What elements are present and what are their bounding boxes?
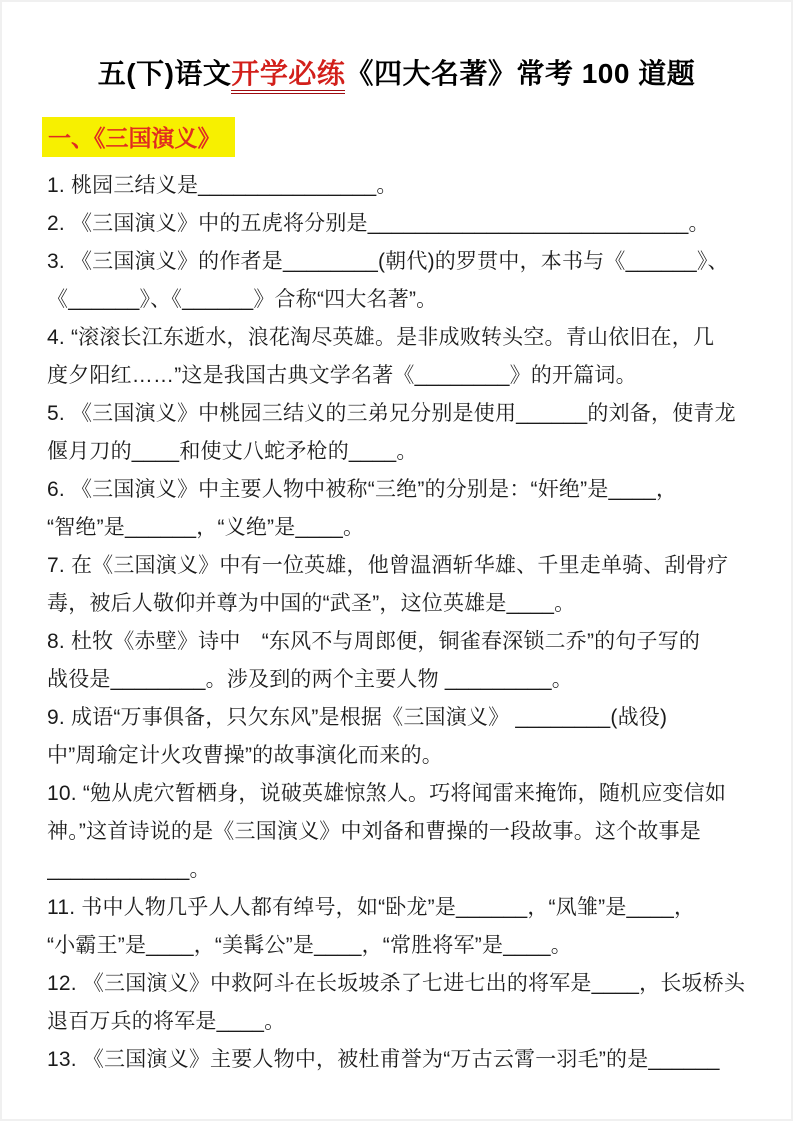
question-line: “小霸王”是____，“美髯公”是____，“常胜将军”是____。 (47, 934, 572, 957)
question-line: 9. 成语“万事俱备，只欠东风”是根据《三国演义》 ________(战役) (47, 706, 668, 729)
question-line: 10. “勉从虎穴暂栖身，说破英雄惊煞人。巧将闻雷来掩饰，随机应变信如 (47, 782, 727, 805)
question-line: 毒，被后人敬仰并尊为中国的“武圣”，这位英雄是____。 (47, 592, 576, 615)
question-line: 3. 《三国演义》的作者是________(朝代)的罗贯中，本书与《______》、 (47, 250, 729, 273)
question-line: 7. 在《三国演义》中有一位英雄，他曾温酒斩华雄、千里走单骑、刮骨疗 (47, 554, 729, 577)
question-line: 1. 桃园三结义是_______________。 (47, 174, 398, 197)
question-line: 13. 《三国演义》主要人物中，被杜甫誉为“万古云霄一羽毛”的是______ (47, 1048, 720, 1071)
question-line: 神。”这首诗说的是《三国演义》中刘备和曹操的一段故事。这个故事是 (47, 820, 701, 843)
question-line: 4. “滚滚长江东逝水，浪花淘尽英雄。是非成败转头空。青山依旧在，几 (47, 326, 715, 349)
question-line: 战役是________。涉及到的两个主要人物 _________。 (47, 668, 573, 691)
question-line: “智绝”是______，“义绝”是____。 (47, 516, 365, 539)
question-line: 度夕阳红……”这是我国古典文学名著《________》的开篇词。 (47, 364, 637, 387)
question-line: ____________。 (47, 858, 211, 881)
question-line: 12. 《三国演义》中救阿斗在长坂坡杀了七进七出的将军是____，长坂桥头 (47, 972, 746, 995)
title-prefix: 五(下)语文 (97, 58, 232, 89)
question-line: 11. 书中人物几乎人人都有绰号，如“卧龙”是______，“凤雏”是____， (47, 896, 696, 919)
questions (47, 167, 753, 1079)
question-line: 5. 《三国演义》中桃园三结义的三弟兄分别是使用______的刘备，使青龙 (47, 402, 736, 425)
question-line: 偃月刀的____和使丈八蛇矛枪的____。 (47, 440, 418, 463)
question-line: 8. 杜牧《赤壁》诗中 “东风不与周郎便，铜雀春深锁二乔”的句子写的 (47, 630, 701, 653)
question-line: 退百万兵的将军是____。 (47, 1010, 286, 1033)
title-suffix: 《四大名著》常考 100 道题 (345, 58, 696, 89)
section-heading-row (42, 117, 793, 157)
title-highlight-text: 开学必练 (231, 58, 345, 94)
page-title (0, 52, 793, 92)
question-line: 2. 《三国演义》中的五虎将分别是___________________________。 (47, 212, 710, 235)
question-line: 6. 《三国演义》中主要人物中被称“三绝”的分别是：“奸绝”是____， (47, 478, 678, 501)
section-heading: 一、《三国演义》 (42, 117, 235, 157)
question-line: 中”周瑜定计火攻曹操”的故事演化而来的。 (47, 744, 443, 767)
question-line: 《______》、《______》合称“四大名著”。 (47, 288, 438, 311)
